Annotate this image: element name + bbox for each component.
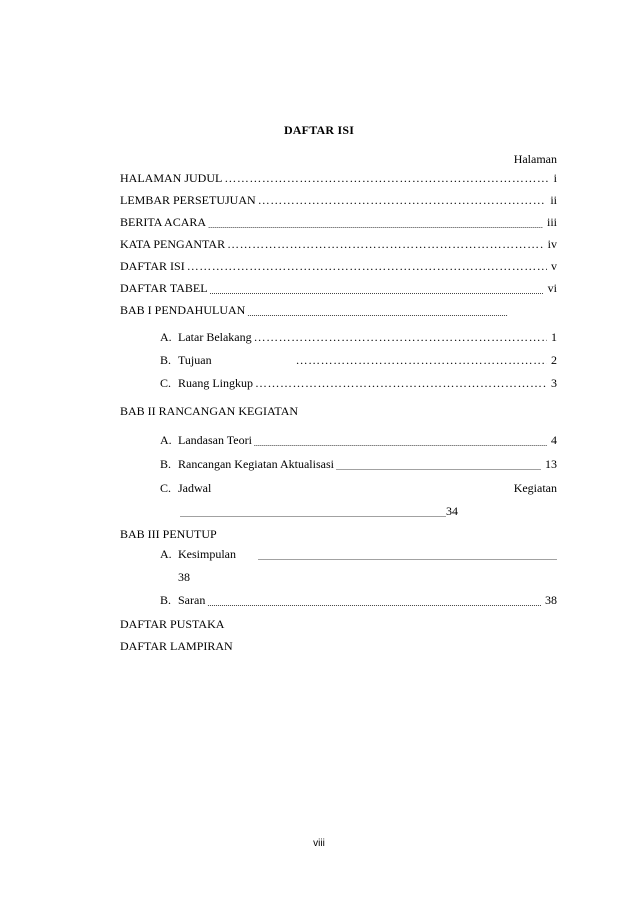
toc-subentry [160,354,557,368]
toc-entry-page: 4 [551,434,557,447]
toc-entry-label: KATA PENGANTAR [120,238,226,251]
toc-entry-label: BERITA ACARA [120,216,207,229]
toc-entry-page: ii [550,194,557,207]
toc-entry-label: Ruang Lingkup [178,377,253,390]
chapter-title: BAB I PENDAHULUAN [120,304,246,317]
toc-entry-page: iv [547,238,557,251]
item-marker: B. [160,354,172,367]
item-marker: C. [160,482,172,495]
toc-subentry [160,482,557,496]
item-marker: B. [160,594,172,607]
toc-entry-label: Landasan Teori [178,434,252,447]
toc-entry-label-continued: Kegiatan [513,482,557,495]
chapter-title: BAB II RANCANGAN KEGIATAN [120,404,299,418]
toc-entry-page: 34 [446,505,458,518]
column-header: Halaman [513,152,557,166]
leader-dots [205,599,541,608]
toc-entry-page: iii [546,216,557,229]
leader-dots [294,354,547,368]
toc-entry-label: Saran [178,594,206,607]
toc-entry-page: 13 [545,458,557,471]
toc-entry-page: 2 [551,354,557,367]
item-marker: C. [160,377,172,390]
item-marker: A. [160,331,172,344]
item-marker: A. [160,434,172,447]
chapter-title: BAB III PENUTUP [120,527,217,541]
toc-entry-label: LEMBAR PERSETUJUAN [120,194,256,207]
toc-entry-page: v [551,260,557,273]
leader-dots [206,221,543,230]
toc-subentry [160,434,557,448]
toc-entry [120,194,557,208]
toc-entry-label: Rancangan Kegiatan Aktualisasi [178,458,334,471]
toc-entry-page: i [553,172,557,185]
toc-entry-page: 3 [551,377,557,390]
toc-entry [120,216,557,230]
leader-dots [253,377,547,391]
leader-dots [252,439,547,448]
toc-entry-label: Jadwal [178,482,212,495]
toc-entry-label: Kesimpulan [178,548,236,561]
toc-entry-page: 1 [551,331,557,344]
leader-dots [185,260,547,274]
leader-dots [334,463,541,472]
leader-dots [208,287,544,296]
toc-entry-label: Latar Belakang [178,331,252,344]
toc-entry-label: Tujuan [178,354,212,367]
toc-entry [120,260,557,274]
toc-entry [120,282,557,296]
toc-entry-page: 38 [178,570,190,584]
page-title: DAFTAR ISI [283,123,355,137]
item-marker: B. [160,458,172,471]
toc-subentry [160,458,557,472]
toc-entry-label: DAFTAR LAMPIRAN [120,639,233,653]
leader-dots [256,553,557,562]
toc-entry-label: DAFTAR ISI [120,260,185,273]
leader-dots [225,238,544,252]
leader-dots [252,331,547,345]
toc-subentry [160,377,557,391]
leader-dots [256,194,547,208]
leader-dots [245,309,508,318]
chapter-heading [120,304,508,318]
toc-entry-label: DAFTAR TABEL [120,282,208,295]
toc-continuation [178,505,458,519]
leader-dots [222,172,549,186]
toc-entry-label: HALAMAN JUDUL [120,172,223,185]
toc-subentry [160,331,557,345]
toc-entry-page: 38 [545,594,557,607]
leader-dots [178,510,446,519]
toc-entry-label: DAFTAR PUSTAKA [120,617,225,631]
toc-subentry [160,548,557,562]
toc-entry-page: vi [547,282,557,295]
toc-entry [120,172,557,186]
page-number: viii [313,838,325,849]
toc-subentry [160,594,557,608]
item-marker: A. [160,548,172,561]
toc-entry [120,238,557,252]
